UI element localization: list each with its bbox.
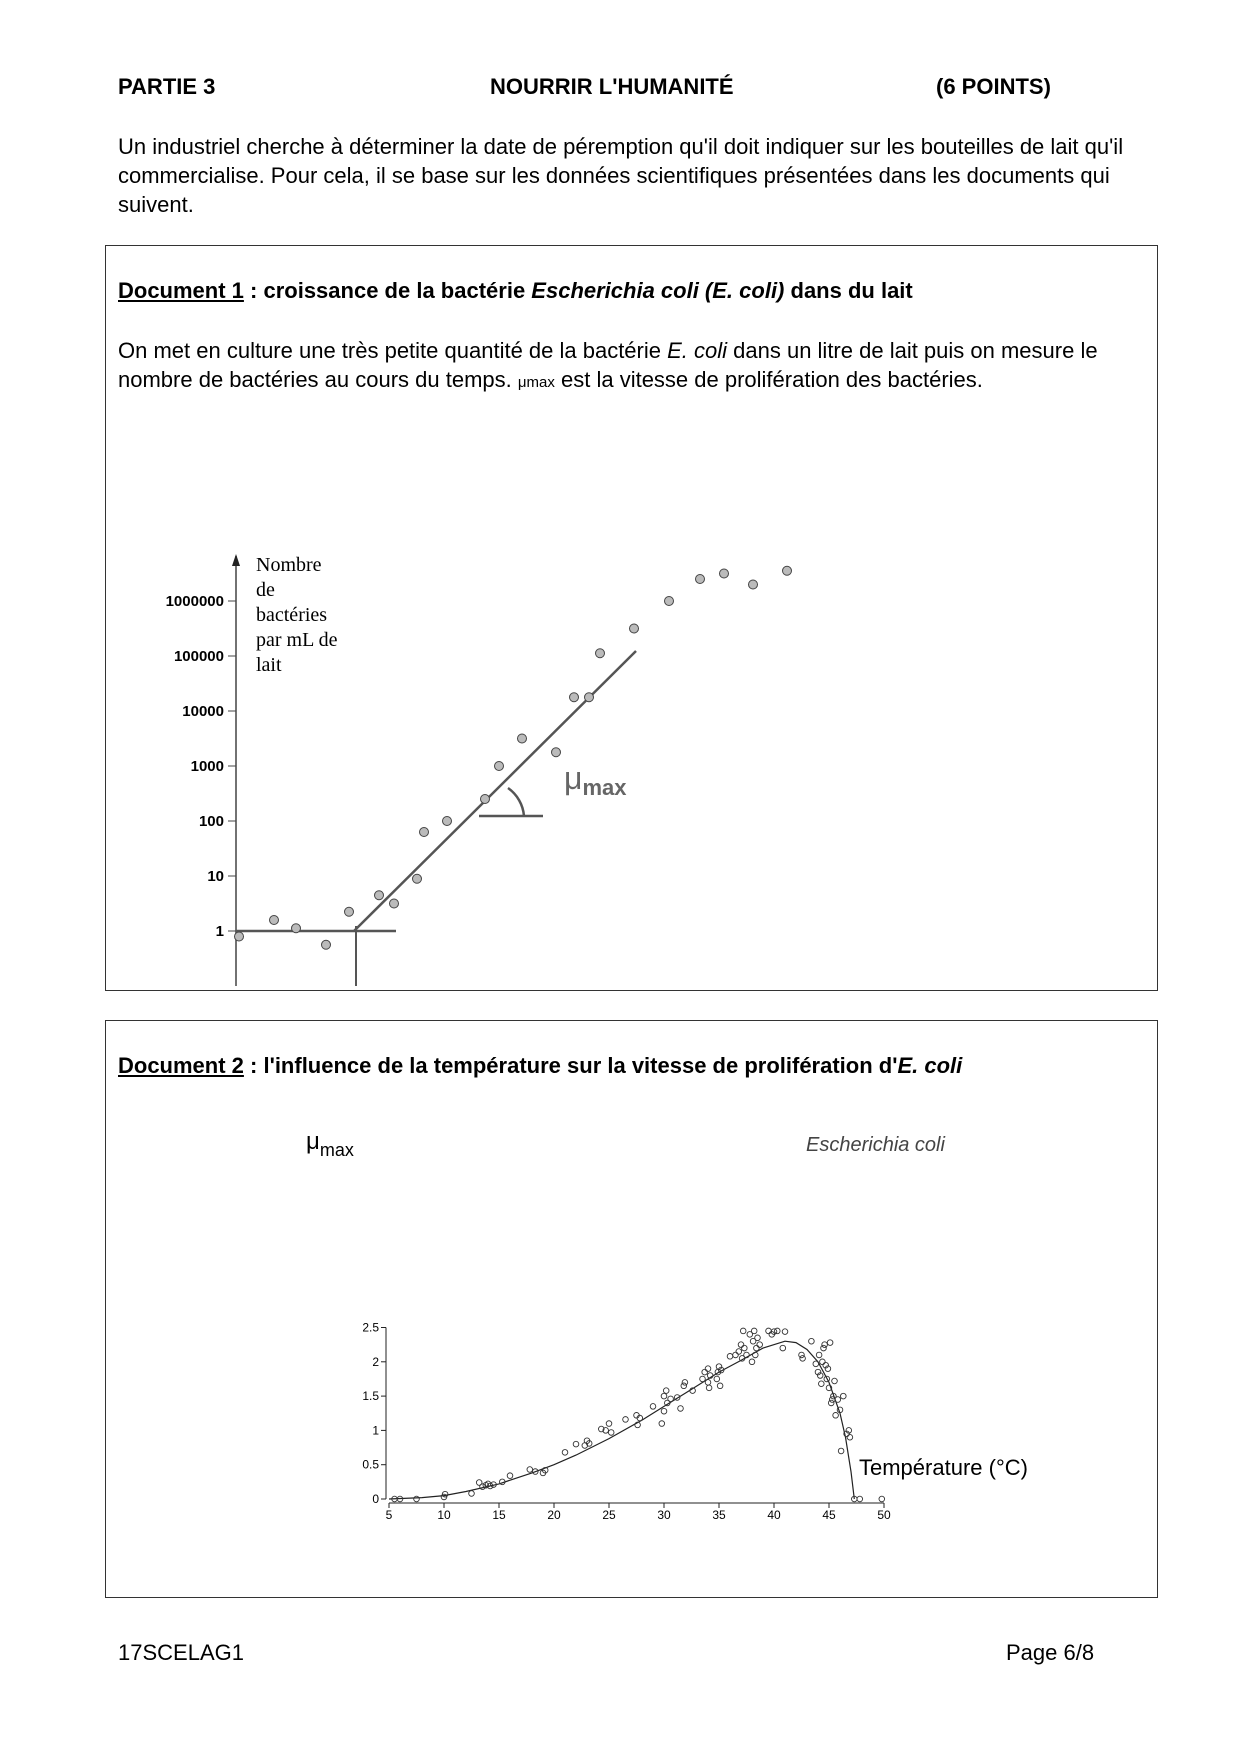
data-point <box>816 1352 822 1358</box>
data-point <box>570 693 579 702</box>
document-1-species: Escherichia coli (E. coli) <box>531 278 785 303</box>
x-tick-label: 25 <box>602 1508 616 1522</box>
y-tick-label: 10000 <box>182 703 224 720</box>
y-axis-label-line: par mL de <box>256 629 338 651</box>
data-point <box>706 1385 712 1391</box>
data-point <box>659 1421 665 1427</box>
data-point <box>828 1400 834 1406</box>
chart-title: Escherichia coli <box>806 1134 945 1156</box>
x-tick-label: 45 <box>822 1508 836 1522</box>
y-axis-arrow <box>232 554 240 566</box>
data-point <box>552 748 561 757</box>
doc1-text-c: est la vitesse de prolifération des bactéries. <box>554 367 983 392</box>
temperature-chart <box>106 1119 1156 1597</box>
data-point <box>720 569 729 578</box>
x-tick-label: 50 <box>877 1508 891 1522</box>
data-point <box>833 1413 839 1419</box>
data-point <box>749 580 758 589</box>
data-point <box>827 1340 833 1346</box>
data-point <box>714 1376 720 1382</box>
data-point <box>443 817 452 826</box>
x-tick-label: 5 <box>385 1508 393 1522</box>
doc1-text-species: E. coli <box>667 338 728 363</box>
data-point <box>630 624 639 633</box>
data-point <box>507 1473 513 1479</box>
data-point <box>322 940 331 949</box>
doc1-text-mu: μmax <box>517 374 555 391</box>
data-point <box>668 1396 674 1402</box>
x-tick-label: 10 <box>437 1508 451 1522</box>
y-tick-label: 1 <box>372 1423 379 1438</box>
data-point <box>782 1329 788 1335</box>
data-point <box>665 597 674 606</box>
data-point <box>832 1378 838 1384</box>
data-point <box>420 828 429 837</box>
x-tick-label: 35 <box>712 1508 726 1522</box>
data-point <box>819 1381 825 1387</box>
document-2-title-text: : l'influence de la température sur la vitesse de prolifération d' <box>243 1053 898 1078</box>
document-1-title <box>118 278 913 304</box>
y-tick-label: 10 <box>207 868 224 885</box>
data-point <box>663 1388 669 1394</box>
document-2-box <box>105 1020 1158 1598</box>
data-point <box>809 1338 815 1344</box>
document-1-label: Document 1 <box>118 278 244 303</box>
data-point <box>495 762 504 771</box>
x-tick-label: 20 <box>547 1508 561 1522</box>
data-point <box>375 891 384 900</box>
data-point <box>754 1345 760 1351</box>
data-point <box>822 1342 828 1348</box>
data-point <box>813 1361 819 1367</box>
y-tick-label: 1000000 <box>165 593 224 610</box>
data-point <box>527 1467 533 1473</box>
angle-arc <box>508 788 524 816</box>
data-point <box>705 1366 711 1372</box>
document-2-title <box>118 1053 962 1079</box>
data-point <box>562 1450 568 1456</box>
y-tick-label: 0 <box>372 1492 379 1506</box>
data-point <box>738 1342 744 1348</box>
y-tick-label: 2.5 <box>362 1320 379 1335</box>
document-1-title-end: dans du lait <box>784 278 913 303</box>
intro-paragraph: Un industriel cherche à déterminer la date de péremption qu'il doit indiquer sur les bouteilles de lait qu'il commercialise. Pour cela, il se base sur les données scientifiques présentées dans les documents qui suivent. <box>118 134 1124 217</box>
data-point <box>585 693 594 702</box>
y-tick-label: 2 <box>372 1354 379 1369</box>
x-tick-label: 40 <box>767 1508 781 1522</box>
data-point <box>755 1335 761 1341</box>
data-point <box>733 1352 739 1358</box>
data-point <box>830 1397 836 1403</box>
data-point <box>879 1496 885 1502</box>
data-point <box>742 1345 748 1351</box>
document-2-label: Document 2 <box>118 1053 244 1078</box>
doc1-text-a: On met en culture une très petite quantité de la bactérie <box>118 338 668 363</box>
data-point <box>783 566 792 575</box>
data-point <box>235 932 244 941</box>
document-1-box <box>105 245 1158 991</box>
x-tick-label: 15 <box>492 1508 506 1522</box>
data-point <box>780 1345 786 1351</box>
doc1-text-b: dans un litre de lait puis on mesure le nombre de bactéries au cours du temps. <box>118 338 1098 392</box>
data-point <box>696 575 705 584</box>
y-axis-label: $\mu_{max}$ <box>306 1128 354 1160</box>
data-point <box>702 1369 708 1375</box>
data-point <box>821 1345 827 1351</box>
data-point <box>800 1356 806 1362</box>
data-point <box>390 899 399 908</box>
data-point <box>841 1393 847 1399</box>
part-label: PARTIE 3 <box>118 74 216 99</box>
data-point <box>838 1448 844 1454</box>
data-point <box>650 1404 656 1410</box>
y-tick-label: 0.5 <box>362 1457 379 1472</box>
y-axis-label-line: Nombre <box>256 554 322 576</box>
data-point <box>661 1393 667 1399</box>
data-point <box>857 1496 863 1502</box>
y-tick-label: 1000 <box>190 758 224 775</box>
data-point <box>345 907 354 916</box>
data-point <box>717 1383 723 1389</box>
y-axis-label-line: de <box>256 579 275 601</box>
y-tick-label: 100000 <box>173 648 224 665</box>
document-1-text <box>118 336 1128 397</box>
data-point <box>799 1352 805 1358</box>
data-point <box>414 1496 420 1502</box>
data-point <box>518 734 527 743</box>
data-point <box>596 649 605 658</box>
data-point <box>682 1380 688 1386</box>
x-axis-label: Température (°C) <box>859 1455 1028 1480</box>
y-axis-label-line: bactéries <box>256 604 328 626</box>
data-point <box>775 1328 781 1334</box>
data-point <box>727 1354 733 1360</box>
y-axis-label-line: lait <box>256 654 282 676</box>
data-point <box>757 1342 763 1348</box>
data-point <box>608 1430 614 1436</box>
data-point <box>606 1421 612 1427</box>
section-title: NOURRIR L'HUMANITÉ <box>490 74 734 99</box>
data-point <box>847 1434 853 1440</box>
data-point <box>469 1491 475 1497</box>
growth-chart <box>106 396 1156 986</box>
data-point <box>705 1380 711 1386</box>
fit-curve <box>389 1341 854 1499</box>
data-point <box>292 924 301 933</box>
data-point <box>481 795 490 804</box>
data-point <box>835 1397 841 1403</box>
document-2-species: E. coli <box>897 1053 963 1078</box>
data-point <box>681 1383 687 1389</box>
data-point <box>413 874 422 883</box>
y-tick-label: 100 <box>198 813 224 830</box>
footer-code: 17SCELAG1 <box>118 1640 244 1665</box>
data-point <box>751 1328 757 1334</box>
data-point <box>573 1441 579 1447</box>
data-point <box>623 1417 629 1423</box>
footer-page: Page 6/8 <box>1006 1640 1095 1665</box>
data-point <box>820 1359 826 1365</box>
y-tick-label: 1.5 <box>362 1389 379 1404</box>
data-point <box>736 1349 742 1355</box>
data-point <box>700 1376 706 1382</box>
data-point <box>270 916 279 925</box>
document-1-title-text: : croissance de la bactérie <box>243 278 532 303</box>
data-point <box>749 1359 755 1365</box>
data-point <box>740 1328 746 1334</box>
x-tick-label: 30 <box>657 1508 671 1522</box>
points-label: (6 POINTS) <box>936 74 1051 99</box>
mu-max-annotation: μmax <box>564 760 627 800</box>
data-point <box>678 1406 684 1412</box>
data-point <box>766 1328 772 1334</box>
data-point <box>661 1408 667 1414</box>
y-tick-label: 1 <box>215 923 224 940</box>
